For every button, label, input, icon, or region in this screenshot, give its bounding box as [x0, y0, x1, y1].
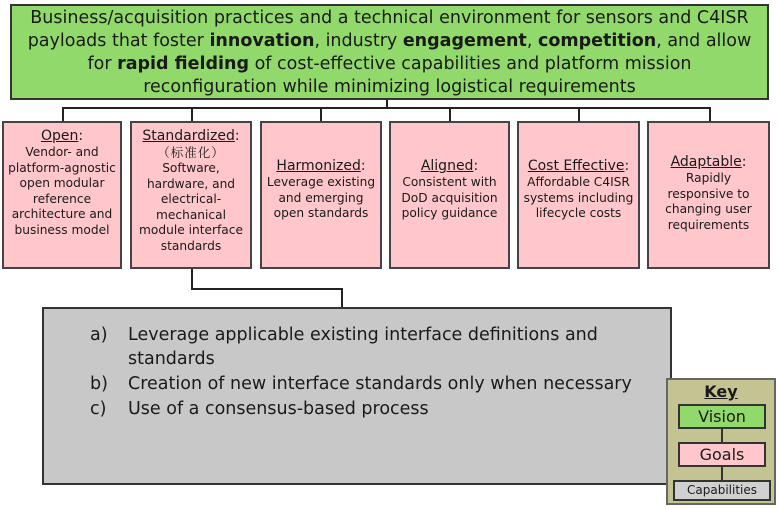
- vision-text: , industry: [314, 31, 403, 51]
- capability-marker: c): [90, 399, 107, 419]
- capability-connector-horizontal: [191, 288, 343, 290]
- goal-box-open: [2, 121, 122, 269]
- goal-title: Aligned:: [420, 158, 479, 174]
- legend-connector: [721, 467, 723, 480]
- capabilities-box: [42, 307, 672, 485]
- capability-item: [44, 397, 670, 421]
- capability-text: Use of a consensus-based process: [128, 399, 429, 419]
- goal-title: Cost Effective:: [527, 158, 630, 174]
- vision-keyword-engagement: engagement: [402, 31, 527, 51]
- legend-capabilities-swatch: Capabilities: [673, 480, 771, 501]
- vision-text: ,: [526, 31, 538, 51]
- capabilities-list: [44, 309, 670, 421]
- vision-text: , and allow for: [87, 31, 752, 74]
- vision-keyword-competition: competition: [537, 31, 657, 51]
- legend-key: [666, 378, 776, 505]
- goal-title: Harmonized:: [276, 158, 366, 174]
- goal-subtitle: （标准化）: [157, 145, 225, 160]
- goal-box-standardized: [130, 121, 252, 269]
- legend-goals-swatch: Goals: [678, 442, 766, 467]
- goal-drop-connector: [191, 107, 193, 121]
- capability-marker: b): [90, 374, 108, 394]
- vision-statement-box: [10, 4, 769, 100]
- vision-text: Business/acquisition practices and a technical environment for sensors and C4ISR payloads that foster: [27, 8, 749, 51]
- goal-description: Vendor- and platform-agnostic open modular reference architecture and business model: [8, 145, 116, 237]
- goal-box-aligned: [389, 121, 510, 269]
- goal-box-harmonized: [260, 121, 382, 269]
- goal-drop-connector: [578, 107, 580, 121]
- goal-box-cost-effective: [517, 121, 640, 269]
- legend-vision-swatch: Vision: [678, 404, 766, 429]
- goal-drop-connector: [709, 107, 711, 121]
- vision-keyword-rapid-fielding: rapid fielding: [117, 54, 250, 74]
- legend-connector: [721, 429, 723, 442]
- goal-description: Rapidly responsive to changing user requirements: [665, 171, 752, 232]
- goal-title: Adaptable:: [670, 154, 747, 170]
- goal-title: Open:: [40, 128, 84, 144]
- goals-horizontal-connector: [62, 107, 711, 109]
- goal-description: Leverage existing and emerging open standards: [266, 175, 376, 221]
- goal-description: Software, hardware, and electrical-mechanical module interface standards: [139, 161, 243, 253]
- vision-keyword-innovation: innovation: [209, 31, 315, 51]
- goal-title: Standardized:: [142, 128, 240, 144]
- goal-description: Consistent with DoD acquisition policy guidance: [401, 175, 498, 221]
- goal-drop-connector: [62, 107, 64, 121]
- goal-description: Affordable C4ISR systems including lifecycle costs: [523, 175, 634, 221]
- capability-connector-drop: [341, 288, 343, 307]
- goal-drop-connector: [449, 107, 451, 121]
- capability-text: Creation of new interface standards only when necessary: [128, 374, 632, 394]
- goal-box-adaptable: [647, 121, 770, 269]
- capability-marker: a): [90, 325, 108, 345]
- goal-drop-connector: [320, 107, 322, 121]
- capability-connector-down: [191, 269, 193, 289]
- capability-item: [44, 323, 670, 371]
- legend-title: Key: [704, 382, 738, 401]
- vision-text: of cost-effective capabilities and platform mission reconfiguration while minimizing logistical requirements: [143, 54, 692, 97]
- capability-text: Leverage applicable existing interface definitions and standards: [128, 325, 598, 369]
- capability-item: [44, 372, 670, 396]
